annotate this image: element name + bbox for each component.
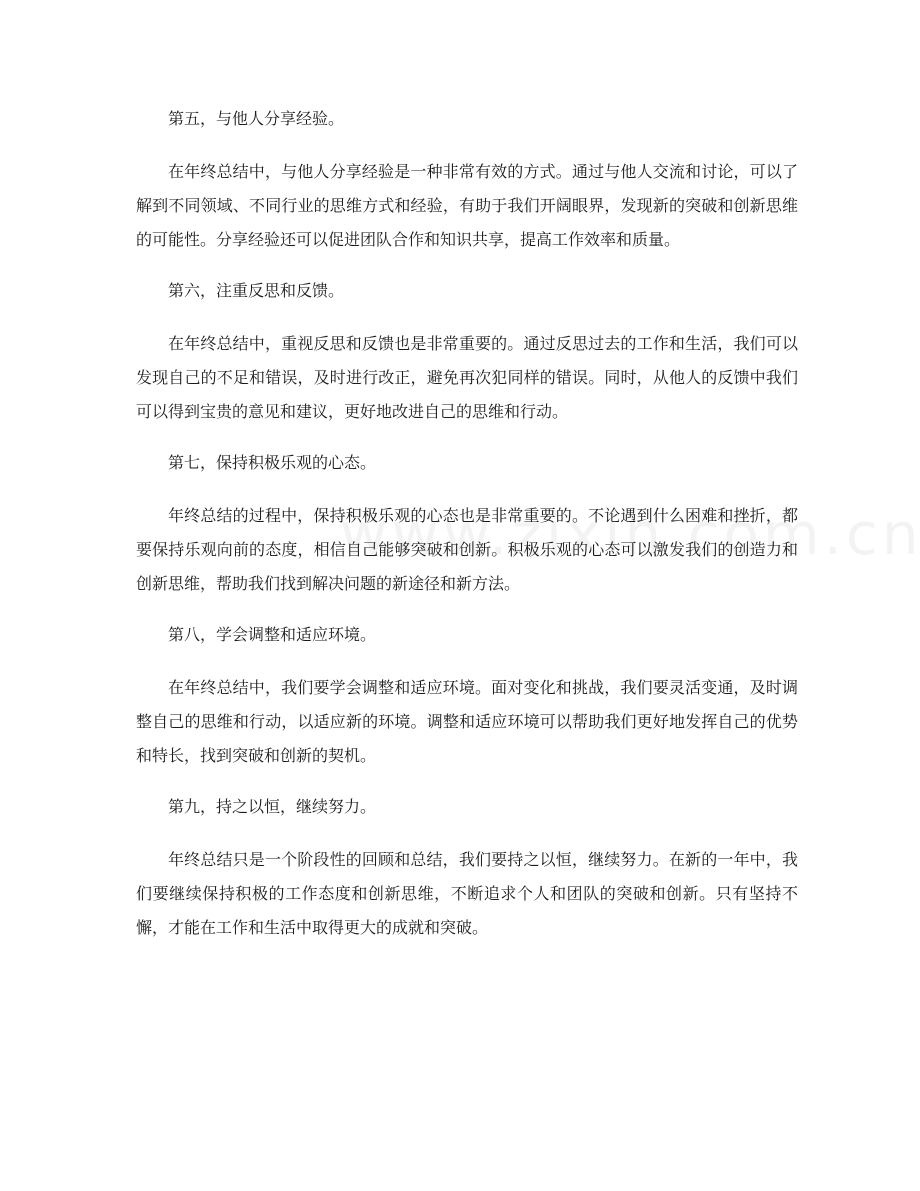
section-heading: 第八，学会调整和适应环境。 (168, 625, 377, 644)
section-6 (136, 275, 798, 429)
section-body: 在年终总结中，重视反思和反馈也是非常重要的。通过反思过去的工作和生活，我们可以发现自己的不足和错误，及时进行改正，避免再次犯同样的错误。同时，从他人的反馈中我们可以得到宝贵的意见和建议，更好地改进自己的思维和行动。 (136, 334, 798, 421)
section-heading: 第九，持之以恒，继续努力。 (168, 797, 377, 816)
section-heading: 第五，与他人分享经验。 (168, 109, 345, 128)
section-5 (136, 103, 798, 257)
section-body: 在年终总结中，我们要学会调整和适应环境。面对变化和挑战，我们要灵活变通，及时调整自己的思维和行动，以适应新的环境。调整和适应环境可以帮助我们更好地发挥自己的优势和特长，找到突破和创新的契机。 (136, 678, 798, 765)
section-body: 年终总结的过程中，保持积极乐观的心态也是非常重要的。不论遇到什么困难和挫折，都要保持乐观向前的态度，相信自己能够突破和创新。积极乐观的心态可以激发我们的创造力和创新思维，帮助我们找到解决问题的新途径和新方法。 (136, 506, 798, 593)
section-7 (136, 447, 798, 601)
section-body: 年终总结只是一个阶段性的回顾和总结，我们要持之以恒，继续努力。在新的一年中，我们要继续保持积极的工作态度和创新思维，不断追求个人和团队的突破和创新。只有坚持不懈，才能在工作和生活中取得更大的成就和突破。 (136, 850, 798, 937)
section-9 (136, 791, 798, 945)
document-page (136, 103, 798, 963)
section-8 (136, 619, 798, 773)
section-heading: 第六，注重反思和反馈。 (168, 281, 345, 300)
section-heading: 第七，保持积极乐观的心态。 (168, 453, 377, 472)
section-body: 在年终总结中，与他人分享经验是一种非常有效的方式。通过与他人交流和讨论，可以了解到不同领域、不同行业的思维方式和经验，有助于我们开阔眼界，发现新的突破和创新思维的可能性。分享经验还可以促进团队合作和知识共享，提高工作效率和质量。 (136, 162, 798, 249)
